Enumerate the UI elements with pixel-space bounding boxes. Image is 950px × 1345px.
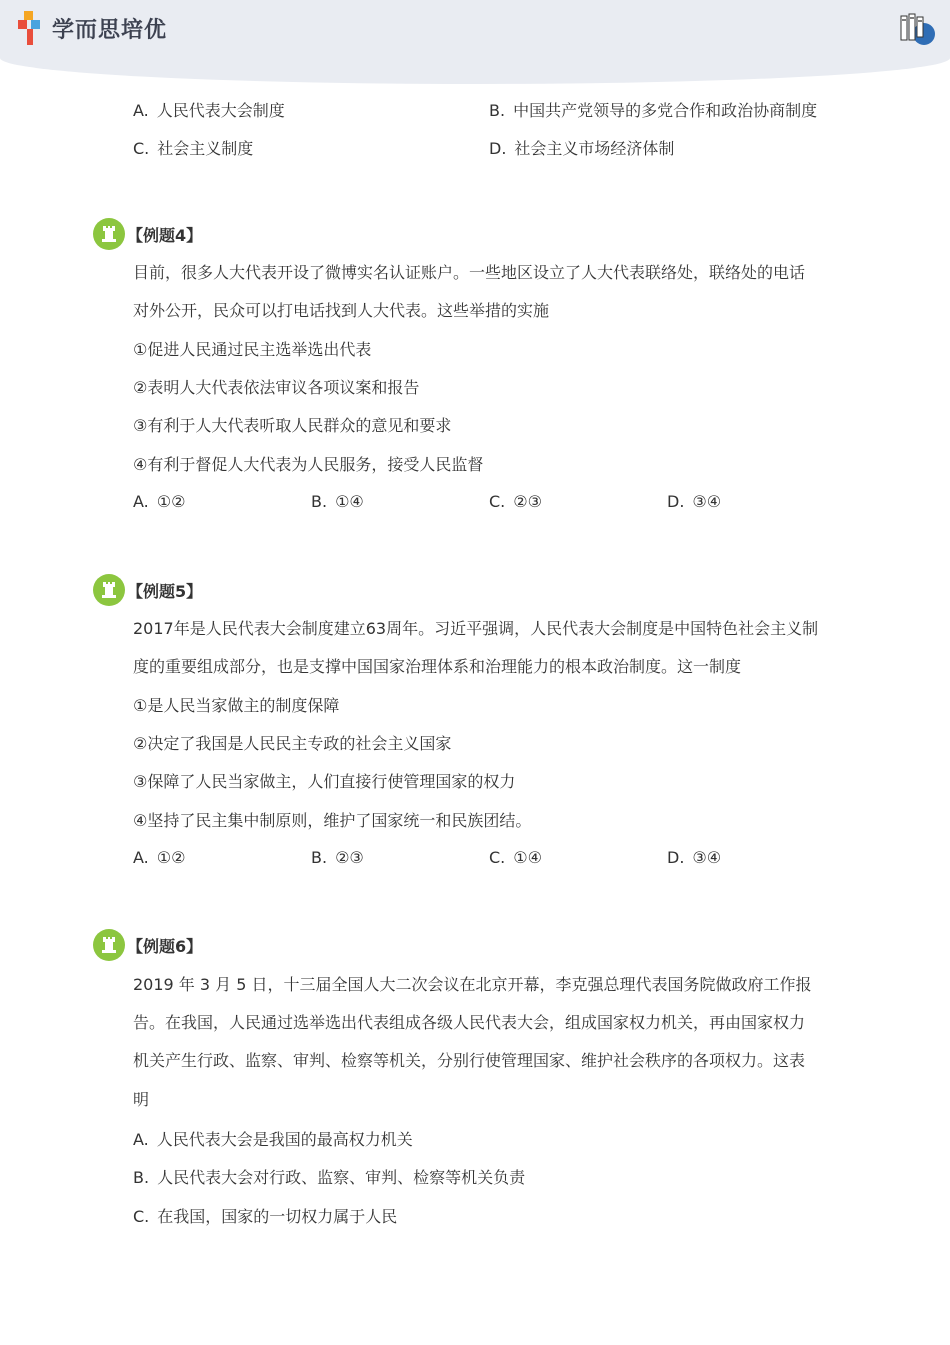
question-4-title: 【例题4】 [93,217,202,251]
rook-icon [93,218,125,250]
question-6-stem-line: 机关产生行政、监察、审判、检察等机关，分别行使管理国家、维护社会秩序的各项权力。这表 [133,1051,806,1070]
rook-icon [93,929,125,961]
page-header [0,0,950,84]
question-5-option-d[interactable]: D. ③④ [667,848,722,867]
question-5-option-c[interactable]: C. ①④ [489,848,542,867]
question-5-item: ③保障了人民当家做主，人们直接行使管理国家的权力 [133,772,516,791]
corner-badge-icon [898,12,938,48]
question-5-option-b[interactable]: B. ②③ [311,848,364,867]
question-6-title: 【例题6】 [93,928,202,962]
question-6-stem-line: 2019 年 3 月 5 日，十三届全国人大二次会议在北京开幕，李克强总理代表国务院做政府工作报 [133,975,812,994]
question-5-item: ②决定了我国是人民民主专政的社会主义国家 [133,734,452,753]
question-6-option-b[interactable]: B. 人民代表大会对行政、监察、审判、检察等机关负责 [133,1168,526,1187]
question-5-item: ①是人民当家做主的制度保障 [133,696,340,715]
question-4-item: ④有利于督促人大代表为人民服务，接受人民监督 [133,455,484,474]
question-6-stem-line: 告。在我国，人民通过选举选出代表组成各级人民代表大会，组成国家权力机关，再由国家权力 [133,1013,806,1032]
question-4-option-b[interactable]: B. ①④ [311,492,364,511]
prev-option-c[interactable]: C. 社会主义制度 [133,139,254,158]
question-6-option-a[interactable]: A. 人民代表大会是我国的最高权力机关 [133,1130,413,1149]
question-4-option-a[interactable]: A. ①② [133,492,186,511]
question-5-title: 【例题5】 [93,573,202,607]
brand-name: 学而思培优 [52,17,168,43]
prev-option-d[interactable]: D. 社会主义市场经济体制 [489,139,675,158]
rook-icon [93,574,125,606]
question-5-option-a[interactable]: A. ①② [133,848,186,867]
question-4-stem-line: 目前，很多人大代表开设了微博实名认证账户。一些地区设立了人大代表联络处，联络处的电话 [133,263,806,282]
brand-mark-icon [18,11,44,45]
question-5-stem-line: 2017年是人民代表大会制度建立63周年。习近平强调，人民代表大会制度是中国特色社会主义制 [133,619,819,638]
question-6-option-c[interactable]: C. 在我国，国家的一切权力属于人民 [133,1207,398,1226]
question-4-option-d[interactable]: D. ③④ [667,492,722,511]
question-4-option-c[interactable]: C. ②③ [489,492,542,511]
question-4-item: ③有利于人大代表听取人民群众的意见和要求 [133,416,452,435]
question-6-stem-line: 明 [133,1090,150,1109]
question-5-item: ④坚持了民主集中制原则，维护了国家统一和民族团结。 [133,811,532,830]
question-4-item: ②表明人大代表依法审议各项议案和报告 [133,378,420,397]
brand-logo [18,10,167,46]
question-5-stem-line: 度的重要组成部分，也是支撑中国国家治理体系和治理能力的根本政治制度。这一制度 [133,657,742,676]
prev-option-b[interactable]: B. 中国共产党领导的多党合作和政治协商制度 [489,101,818,120]
question-4-item: ①促进人民通过民主选举选出代表 [133,340,372,359]
prev-option-a[interactable]: A. 人民代表大会制度 [133,101,285,120]
question-4-stem-line: 对外公开，民众可以打电话找到人大代表。这些举措的实施 [133,301,550,320]
